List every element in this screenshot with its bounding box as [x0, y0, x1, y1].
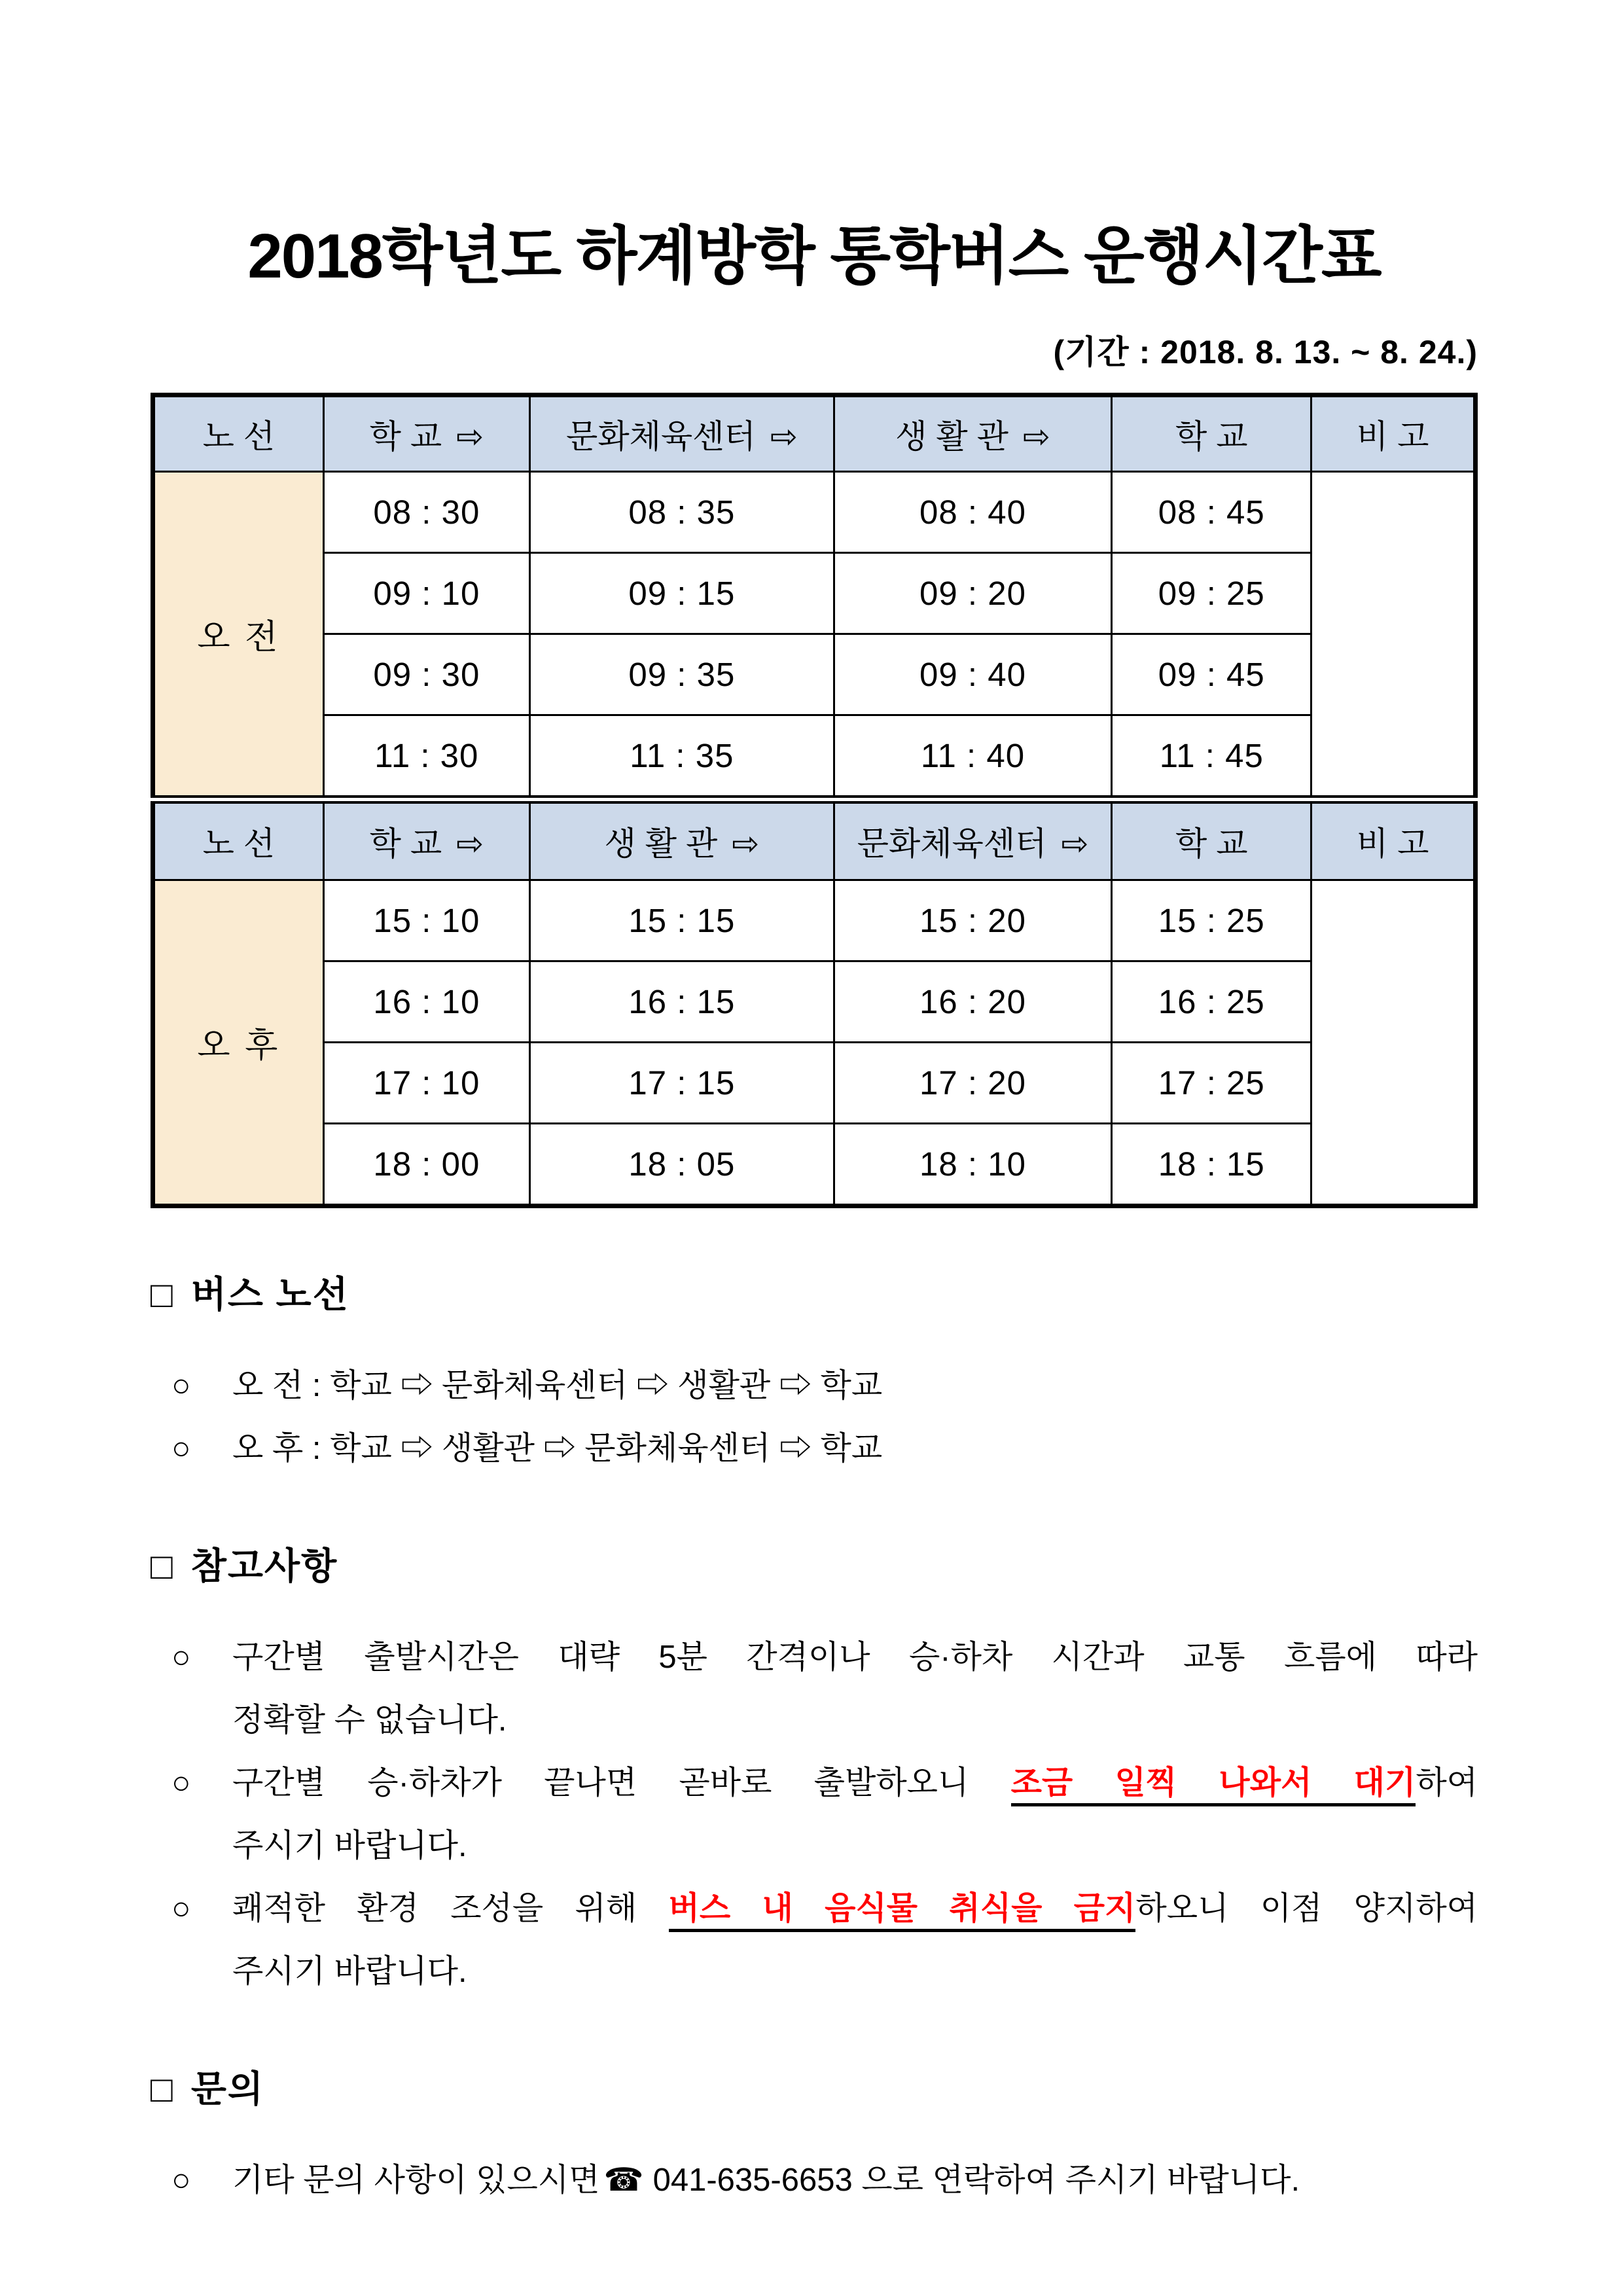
column-header-label: 생 활 관 — [895, 418, 1008, 455]
column-header-label: 학 교 — [1175, 418, 1248, 455]
table-row — [153, 1042, 1476, 1123]
note-text: 하여 — [1416, 1765, 1478, 1801]
time-cell: 15 : 20 — [834, 880, 1111, 961]
circle-bullet-icon: ○ — [171, 1639, 191, 1675]
bus-route-list — [151, 1354, 1478, 1480]
bus-timetable — [151, 393, 1478, 1208]
period-label: (기간 : 2018. 8. 13. ~ 8. 24.) — [1053, 333, 1478, 370]
square-bullet-icon: □ — [151, 1545, 174, 1587]
time-cell: 11 : 45 — [1112, 715, 1311, 799]
time-cell: 18 : 10 — [834, 1123, 1111, 1206]
circle-bullet-icon: ○ — [171, 1890, 191, 1926]
column-header-remarks — [1311, 395, 1476, 471]
right-arrow-icon: ⇨ — [770, 418, 798, 455]
highlighted-text: 조금 일찍 나와서 대기 — [1011, 1765, 1416, 1806]
inquiry-item — [151, 2149, 1478, 2212]
note-line: 주시기 바랍니다. — [232, 1827, 467, 1863]
column-header-school — [1112, 799, 1311, 880]
route-text: 오 후 : 학교 ⇨ 생활관 ⇨ 문화체육센터 ⇨ 학교 — [232, 1430, 883, 1466]
table-row — [153, 880, 1476, 961]
time-cell: 16 : 25 — [1112, 961, 1311, 1042]
right-arrow-icon: ⇨ — [456, 418, 484, 455]
section-notes — [151, 1537, 1478, 2003]
note-line — [232, 1751, 1478, 1814]
column-header-label: 학 교 — [369, 825, 442, 863]
table-row — [153, 961, 1476, 1042]
note-line — [232, 1626, 1478, 1689]
time-cell: 17 : 25 — [1112, 1042, 1311, 1123]
remarks-cell — [1311, 471, 1476, 799]
inquiry-list — [151, 2149, 1478, 2212]
column-header-culture-center — [529, 395, 834, 471]
note-line — [232, 1877, 1478, 1940]
table-row — [153, 471, 1476, 552]
time-cell: 18 : 05 — [529, 1123, 834, 1206]
phone-icon: ☎ — [603, 2162, 644, 2198]
right-arrow-icon: ⇨ — [732, 825, 760, 863]
section-heading-bus-routes — [151, 1266, 1478, 1318]
right-arrow-icon: ⇨ — [1022, 418, 1050, 455]
time-cell: 08 : 45 — [1112, 471, 1311, 552]
section-heading-label: 참고사항 — [190, 1545, 338, 1587]
time-cell: 09 : 15 — [529, 552, 834, 634]
section-heading-notes — [151, 1537, 1478, 1590]
section-heading-inquiry — [151, 2060, 1478, 2113]
page-title: 2018학년도 하계방학 통학버스 운행시간표 — [247, 221, 1381, 291]
time-cell: 09 : 35 — [529, 634, 834, 715]
column-header-route — [153, 799, 324, 880]
time-cell: 16 : 15 — [529, 961, 834, 1042]
inquiry-text: 으로 연락하여 주시기 바랍니다. — [852, 2162, 1300, 2198]
time-cell: 15 : 10 — [323, 880, 529, 961]
right-arrow-icon: ⇨ — [1061, 825, 1089, 863]
table-row — [153, 552, 1476, 634]
route-period-cell: 오 전 — [153, 471, 324, 799]
time-cell: 11 : 30 — [323, 715, 529, 799]
note-line: 정확할 수 없습니다. — [232, 1702, 507, 1738]
column-header-dormitory — [529, 799, 834, 880]
route-item-afternoon — [151, 1417, 1478, 1480]
time-cell: 09 : 30 — [323, 634, 529, 715]
time-cell: 09 : 40 — [834, 634, 1111, 715]
time-cell: 09 : 25 — [1112, 552, 1311, 634]
section-heading-label: 문의 — [190, 2068, 265, 2109]
column-header-label: 노 선 — [202, 825, 276, 863]
note-item — [151, 1626, 1478, 1751]
note-item — [151, 1877, 1478, 2003]
column-header-school — [323, 395, 529, 471]
column-header-dormitory — [834, 395, 1111, 471]
time-cell: 08 : 35 — [529, 471, 834, 552]
column-header-label: 비 고 — [1356, 418, 1429, 455]
note-text: 쾌적한 환경 조성을 위해 — [232, 1890, 669, 1926]
time-cell: 17 : 10 — [323, 1042, 529, 1123]
circle-bullet-icon: ○ — [171, 2162, 191, 2198]
section-inquiry — [151, 2060, 1478, 2212]
column-header-remarks — [1311, 799, 1476, 880]
route-text: 오 전 : 학교 ⇨ 문화체육센터 ⇨ 생활관 ⇨ 학교 — [232, 1367, 883, 1403]
circle-bullet-icon: ○ — [171, 1430, 191, 1466]
time-cell: 15 : 15 — [529, 880, 834, 961]
time-cell: 09 : 10 — [323, 552, 529, 634]
time-cell: 08 : 40 — [834, 471, 1111, 552]
column-header-label: 학 교 — [369, 418, 442, 455]
column-header-label: 비 고 — [1356, 825, 1429, 863]
table-row — [153, 634, 1476, 715]
column-header-route — [153, 395, 324, 471]
column-header-label: 학 교 — [1175, 825, 1248, 863]
note-line: 주시기 바랍니다. — [232, 1953, 467, 1989]
column-header-culture-center — [834, 799, 1111, 880]
square-bullet-icon: □ — [151, 2068, 174, 2109]
time-cell: 16 : 20 — [834, 961, 1111, 1042]
time-cell: 15 : 25 — [1112, 880, 1311, 961]
column-header-label: 문화체육센터 — [857, 825, 1047, 863]
note-text: 구간별 출발시간은 대략 5분 간격이나 승·하차 시간과 교통 흐름에 따라 — [232, 1639, 1478, 1675]
table-row — [153, 1123, 1476, 1206]
note-text: 구간별 승·하차가 끝나면 곧바로 출발하오니 — [232, 1765, 1011, 1801]
table-row — [153, 715, 1476, 799]
square-bullet-icon: □ — [151, 1273, 174, 1315]
phone-number: 041-635-6653 — [652, 2162, 853, 2198]
column-header-school — [323, 799, 529, 880]
column-header-school — [1112, 395, 1311, 471]
column-header-label: 생 활 관 — [604, 825, 718, 863]
column-header-label: 문화체육센터 — [566, 418, 756, 455]
note-item — [151, 1751, 1478, 1877]
highlighted-text: 버스 내 음식물 취식을 금지 — [669, 1891, 1136, 1932]
time-cell: 18 : 15 — [1112, 1123, 1311, 1206]
inquiry-text: 기타 문의 사항이 있으시면 — [232, 2162, 600, 2198]
afternoon-header-row — [153, 799, 1476, 880]
remarks-cell — [1311, 880, 1476, 1206]
time-cell: 17 : 20 — [834, 1042, 1111, 1123]
time-cell: 17 : 15 — [529, 1042, 834, 1123]
circle-bullet-icon: ○ — [171, 1765, 191, 1801]
time-cell: 09 : 20 — [834, 552, 1111, 634]
section-heading-label: 버스 노선 — [190, 1273, 349, 1315]
time-cell: 09 : 45 — [1112, 634, 1311, 715]
circle-bullet-icon: ○ — [171, 1367, 191, 1403]
section-bus-routes — [151, 1266, 1478, 1480]
route-item-morning — [151, 1354, 1478, 1417]
time-cell: 18 : 00 — [323, 1123, 529, 1206]
time-cell: 11 : 35 — [529, 715, 834, 799]
morning-header-row — [153, 395, 1476, 471]
column-header-label: 노 선 — [202, 418, 276, 455]
time-cell: 11 : 40 — [834, 715, 1111, 799]
right-arrow-icon: ⇨ — [456, 825, 484, 863]
time-cell: 16 : 10 — [323, 961, 529, 1042]
route-period-cell: 오 후 — [153, 880, 324, 1206]
time-cell: 08 : 30 — [323, 471, 529, 552]
note-text: 하오니 이점 양지하여 — [1135, 1890, 1478, 1926]
notes-list — [151, 1626, 1478, 2003]
